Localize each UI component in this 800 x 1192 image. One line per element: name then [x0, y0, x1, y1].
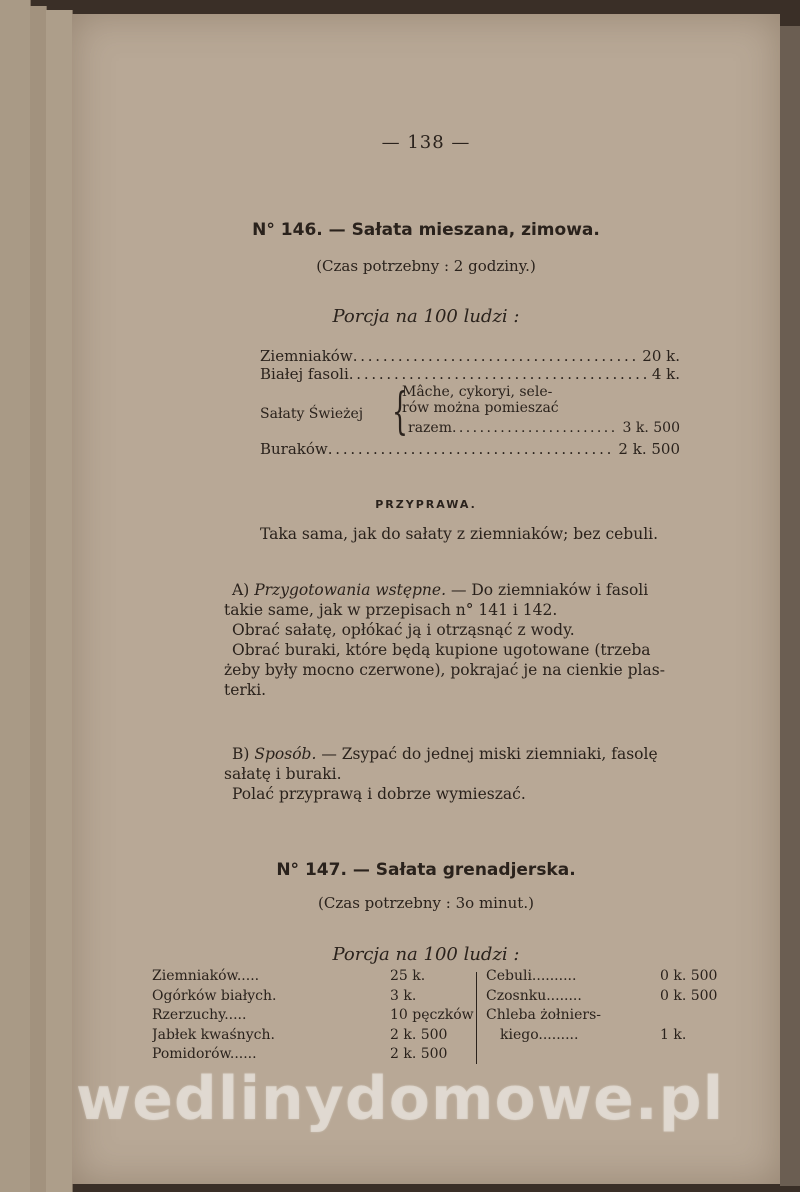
- ingredient-qty: 3 k. 500: [622, 420, 680, 436]
- leader-dots: [452, 420, 617, 436]
- para-line: żeby były mocno czerwone), pokrajać je na cienkie plas-: [224, 661, 665, 679]
- ingredient-qty: 25 k.: [390, 968, 426, 984]
- paragraph-b: [224, 744, 754, 804]
- table-row: [486, 968, 730, 988]
- ingredient-name: kiego.........: [500, 1026, 579, 1043]
- para-label: B): [232, 745, 250, 763]
- ingredients-table-right: [486, 968, 730, 1046]
- ingredient-name: Ziemniaków: [260, 347, 353, 365]
- table-row: [152, 988, 468, 1008]
- ingredients-table-left: [152, 968, 474, 1066]
- ingredient-name: Czosnku........: [486, 987, 582, 1004]
- page-edge: [0, 0, 31, 1192]
- salaty-desc-line: razem: [408, 420, 452, 436]
- ingredient-qty: 3 k.: [390, 987, 417, 1004]
- ingredient-qty: 2 k. 500: [390, 1026, 448, 1043]
- ingredient-name: Jabłek kwaśnych.: [152, 1026, 275, 1043]
- ingredient-name: Buraków: [260, 440, 328, 458]
- przyprawa-text: Taka sama, jak do sałaty z ziemniaków; bez cebuli.: [260, 525, 659, 543]
- ingredient-row: [260, 365, 680, 383]
- para-text: — Do ziemniaków i fasoli: [446, 581, 649, 599]
- ingredient-qty: 2 k. 500: [618, 440, 680, 458]
- table-row: [152, 968, 468, 988]
- salaty-desc-line: rów można pomieszać: [402, 400, 559, 416]
- para-line: takie same, jak w przepisach n° 141 i 142.: [224, 601, 558, 619]
- para-title: Sposób.: [254, 745, 317, 763]
- watermark: wedlinydomowe.pl: [75, 1064, 725, 1134]
- recipe-146-title: N° 146. — Sałata mieszana, zimowa.: [252, 220, 600, 240]
- recipe-147-title: N° 147. — Sałata grenadjerska.: [276, 860, 576, 880]
- brace: {: [391, 382, 408, 440]
- ingredient-qty: 4 k.: [651, 365, 680, 383]
- ingredient-qty: 0 k. 500: [660, 987, 718, 1004]
- ingredient-name: Chleba żołniers-: [486, 1007, 601, 1023]
- paragraph-a: [224, 580, 754, 700]
- para-line: Obrać sałatę, opłókać ją i otrząsnąć z wody.: [232, 621, 575, 639]
- ingredient-qty: 20 k.: [642, 347, 680, 365]
- table-row: [152, 1027, 468, 1047]
- salaty-description: [402, 384, 742, 416]
- ingredient-row: [408, 420, 680, 436]
- ingredient-row: [260, 347, 680, 365]
- recipe-147-portion: Porcja na 100 ludzi :: [332, 944, 520, 965]
- ingredient-qty: 0 k. 500: [660, 968, 718, 984]
- book-spine-edge: [780, 26, 800, 1186]
- ingredient-qty: [660, 1007, 730, 1027]
- para-line: Obrać buraki, które będą kupione ugotowane (trzeba: [232, 641, 651, 659]
- ingredient-row: [260, 440, 680, 458]
- leader-dots: [328, 440, 613, 458]
- para-title: Przygotowania wstępne.: [254, 581, 447, 599]
- ingredient-name: Ogórków białych.: [152, 987, 277, 1004]
- salaty-label: Sałaty Świeżej: [260, 406, 364, 422]
- table-row: [152, 1046, 468, 1066]
- page-number: — 138 —: [381, 132, 471, 153]
- para-label: A): [232, 581, 250, 599]
- recipe-147-time: (Czas potrzebny : 3o minut.): [318, 894, 534, 912]
- ingredient-name: Pomidorów......: [152, 1046, 257, 1062]
- para-line: Polać przyprawą i dobrze wymieszać.: [232, 785, 526, 803]
- recipe-146-time: (Czas potrzebny : 2 godziny.): [316, 257, 536, 275]
- leader-dots: [349, 365, 646, 383]
- para-text: — Zsypać do jednej miski ziemniaki, fasolę: [316, 745, 658, 763]
- leader-dots: [353, 347, 637, 365]
- table-row: [152, 1007, 474, 1027]
- section-heading: PRZYPRAWA.: [375, 498, 477, 511]
- para-line: sałatę i buraki.: [224, 765, 342, 783]
- salaty-desc-line: Mâche, cykoryi, sele-: [402, 384, 553, 400]
- ingredient-qty: 10 pęczków: [390, 1007, 474, 1023]
- ingredient-qty: 1 k.: [660, 1026, 687, 1043]
- page-edge: [46, 10, 73, 1192]
- table-row: [486, 988, 730, 1008]
- table-divider: [476, 972, 477, 1064]
- table-row: [486, 1027, 730, 1047]
- ingredient-qty: 2 k. 500: [390, 1046, 448, 1062]
- page-edge: [30, 6, 47, 1192]
- table-row: [486, 1007, 730, 1027]
- ingredient-name: Białej fasoli: [260, 365, 349, 383]
- ingredient-name: Ziemniaków.....: [152, 968, 260, 984]
- ingredient-name: Rzerzuchy.....: [152, 1007, 247, 1023]
- para-line: terki.: [224, 681, 267, 699]
- ingredient-name: Cebuli..........: [486, 968, 577, 984]
- recipe-146-portion: Porcja na 100 ludzi :: [332, 306, 520, 327]
